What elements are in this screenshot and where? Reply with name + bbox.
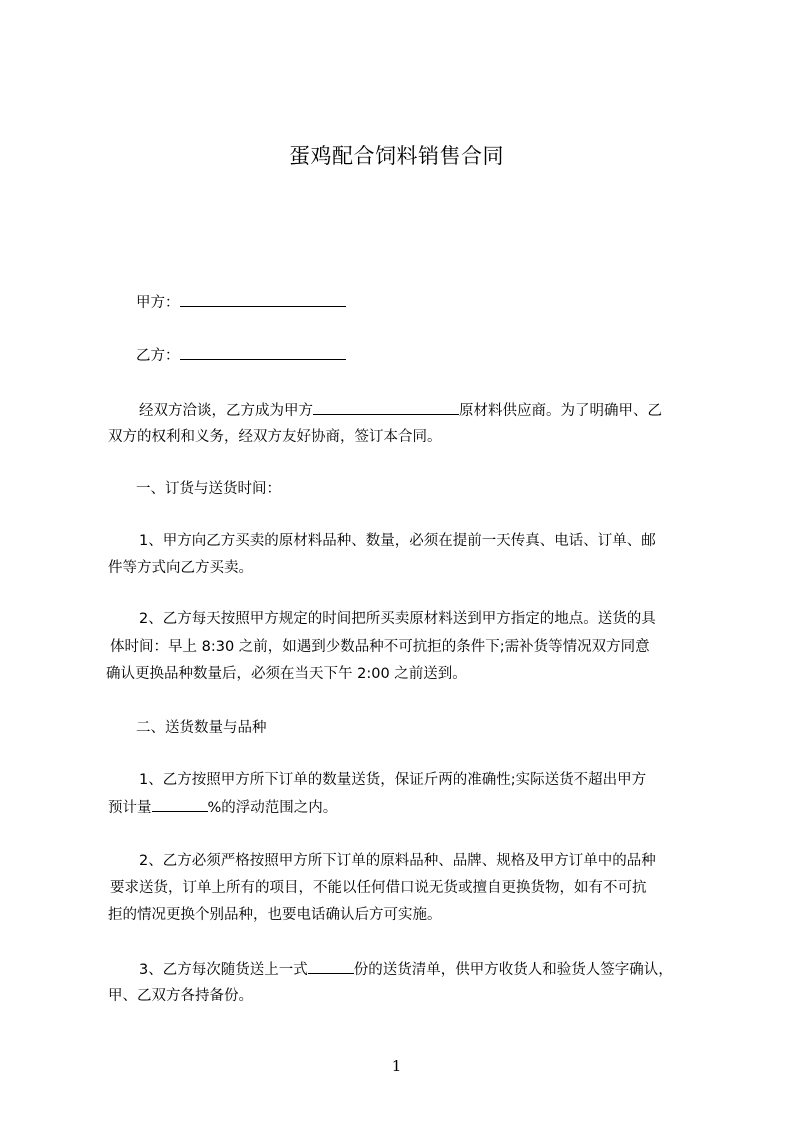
s1-item-2-line-2: 体时间：早上 8:30 之前，如遇到少数品种不可抗拒的条件下;需补货等情况双方同意: [110, 639, 650, 655]
s2-item-1-line-1: 1、乙方按照甲方所下订单的数量送货，保证斤两的准确性;实际送货不超出甲方: [139, 772, 647, 788]
document-title: 蛋鸡配合饲料销售合同: [289, 144, 504, 168]
s2-item-1-text-a: 预计量: [108, 800, 152, 816]
s1-item-2-line-3: 确认更换品种数量后，必须在当天下午 2:00 之前送到。: [106, 666, 467, 682]
party-b-line: [136, 345, 736, 366]
s2-item-2-line-3: 拒的情况更换个别品种，也要电话确认后方可实施。: [108, 907, 442, 923]
s1-item-1-line-2: 件等方式向乙方买卖。: [108, 560, 253, 576]
intro-text-b: 原材料供应商。为了明确甲、乙: [459, 403, 662, 419]
intro-paragraph-line-1: [139, 400, 739, 421]
section-1-heading: 一、订货与送货时间：: [136, 481, 281, 497]
intro-paragraph-line-2: 双方的权利和义务，经双方友好协商，签订本合同。: [108, 429, 442, 445]
s2-item-2-line-2: 要求送货，订单上所有的项目，不能以任何借口说无货或擅自更换货物，如有不可抗: [110, 880, 647, 896]
s1-item-1-line-1: 1、甲方向乙方买卖的原材料品种、数量，必须在提前一天传真、电话、订单、邮: [139, 533, 656, 549]
section-2-heading: 二、送货数量与品种: [136, 720, 267, 736]
party-a-line: [136, 292, 736, 313]
copies-blank: [308, 959, 354, 974]
intro-text-a: 经双方洽谈，乙方成为甲方: [139, 403, 313, 419]
s2-item-2-line-1: 2、乙方必须严格按照甲方所下订单的原料品种、品牌、规格及甲方订单中的品种: [139, 853, 656, 869]
s2-item-3-line-2: 甲、乙双方各持备份。: [108, 988, 253, 1004]
material-blank: [313, 400, 459, 415]
s1-item-2-line-1: 2、乙方每天按照甲方规定的时间把所买卖原材料送到甲方指定的地点。送货的具: [139, 611, 656, 627]
party-b-label: 乙方：: [136, 348, 180, 364]
party-a-label: 甲方：: [136, 295, 180, 311]
s2-item-1-line-2: [108, 797, 708, 818]
s2-item-3-text-a: 3、乙方每次随货送上一式: [139, 962, 308, 978]
page-number: 1: [391, 1057, 402, 1075]
party-a-blank: [180, 292, 346, 307]
s2-item-3-line-1: [139, 959, 739, 980]
party-b-blank: [180, 345, 346, 360]
percentage-blank: [152, 797, 208, 812]
s2-item-3-text-b: 份的送货清单，供甲方收货人和验货人签字确认，: [353, 962, 673, 978]
s2-item-1-text-b: %的浮动范围之内。: [207, 800, 338, 816]
